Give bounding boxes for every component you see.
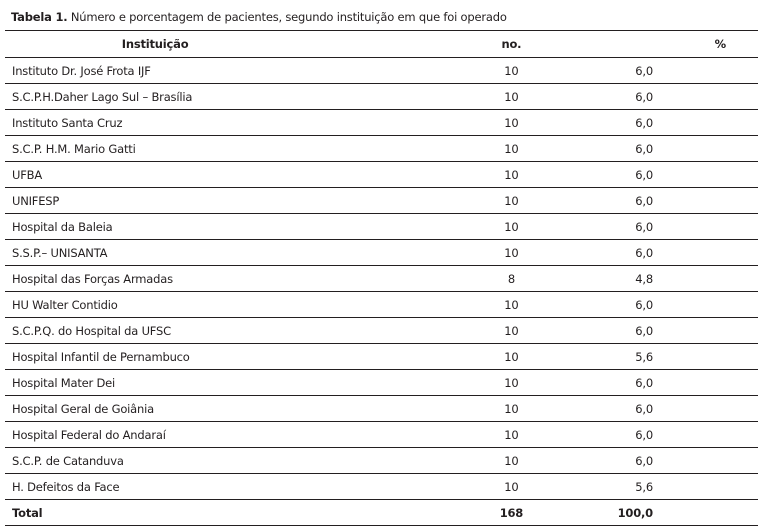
cell-percent: 5,6 — [618, 474, 758, 500]
cell-no: 10 — [405, 422, 617, 448]
total-percent: 100,0 — [618, 500, 758, 526]
cell-no: 10 — [405, 474, 617, 500]
cell-instituicao: UNIFESP — [5, 188, 405, 214]
header-percent: % — [618, 31, 758, 58]
cell-percent: 6,0 — [618, 162, 758, 188]
table-row — [5, 396, 758, 422]
cell-percent: 6,0 — [618, 370, 758, 396]
cell-no: 10 — [405, 370, 617, 396]
cell-instituicao: Hospital da Baleia — [5, 214, 405, 240]
table-row — [5, 448, 758, 474]
cell-instituicao: S.C.P.Q. do Hospital da UFSC — [5, 318, 405, 344]
table-caption — [11, 10, 507, 24]
cell-percent: 5,6 — [618, 344, 758, 370]
cell-percent: 6,0 — [618, 292, 758, 318]
cell-no: 10 — [405, 448, 617, 474]
table-row — [5, 370, 758, 396]
caption-text: Número e porcentagem de pacientes, segundo instituição em que foi operado — [67, 10, 507, 24]
cell-no: 10 — [405, 396, 617, 422]
cell-instituicao: Instituto Santa Cruz — [5, 110, 405, 136]
table-row — [5, 266, 758, 292]
cell-percent: 4,8 — [618, 266, 758, 292]
cell-no: 10 — [405, 214, 617, 240]
total-row — [5, 500, 758, 526]
table-row — [5, 474, 758, 500]
cell-percent: 6,0 — [618, 448, 758, 474]
cell-percent: 6,0 — [618, 84, 758, 110]
table-row — [5, 188, 758, 214]
cell-no: 10 — [405, 292, 617, 318]
cell-percent: 6,0 — [618, 396, 758, 422]
table-row — [5, 110, 758, 136]
header-no: no. — [405, 31, 617, 58]
cell-no: 10 — [405, 162, 617, 188]
cell-no: 10 — [405, 318, 617, 344]
cell-percent: 6,0 — [618, 110, 758, 136]
table-row — [5, 136, 758, 162]
cell-percent: 6,0 — [618, 58, 758, 84]
cell-instituicao: HU Walter Contidio — [5, 292, 405, 318]
table-row — [5, 84, 758, 110]
cell-instituicao: Hospital das Forças Armadas — [5, 266, 405, 292]
total-no: 168 — [405, 500, 617, 526]
table-row — [5, 240, 758, 266]
header-instituicao: Instituição — [5, 31, 405, 58]
table-row — [5, 162, 758, 188]
cell-no: 10 — [405, 344, 617, 370]
table-row — [5, 58, 758, 84]
table-row — [5, 214, 758, 240]
cell-no: 10 — [405, 58, 617, 84]
cell-no: 10 — [405, 136, 617, 162]
cell-instituicao: Hospital Geral de Goiânia — [5, 396, 405, 422]
cell-instituicao: UFBA — [5, 162, 405, 188]
cell-percent: 6,0 — [618, 422, 758, 448]
cell-percent: 6,0 — [618, 214, 758, 240]
patients-table — [5, 30, 758, 526]
header-row — [5, 31, 758, 58]
table-row — [5, 422, 758, 448]
cell-no: 10 — [405, 84, 617, 110]
cell-percent: 6,0 — [618, 188, 758, 214]
cell-instituicao: H. Defeitos da Face — [5, 474, 405, 500]
cell-no: 10 — [405, 240, 617, 266]
cell-instituicao: Hospital Mater Dei — [5, 370, 405, 396]
cell-instituicao: S.S.P.– UNISANTA — [5, 240, 405, 266]
cell-percent: 6,0 — [618, 136, 758, 162]
cell-instituicao: Hospital Infantil de Pernambuco — [5, 344, 405, 370]
cell-instituicao: Instituto Dr. José Frota IJF — [5, 58, 405, 84]
cell-no: 10 — [405, 110, 617, 136]
cell-instituicao: S.C.P. H.M. Mario Gatti — [5, 136, 405, 162]
table-row — [5, 344, 758, 370]
total-label: Total — [5, 500, 405, 526]
table-row — [5, 292, 758, 318]
caption-label: Tabela 1. — [11, 10, 68, 24]
cell-percent: 6,0 — [618, 318, 758, 344]
cell-no: 10 — [405, 188, 617, 214]
cell-no: 8 — [405, 266, 617, 292]
cell-instituicao: Hospital Federal do Andaraí — [5, 422, 405, 448]
cell-instituicao: S.C.P.H.Daher Lago Sul – Brasília — [5, 84, 405, 110]
cell-percent: 6,0 — [618, 240, 758, 266]
cell-instituicao: S.C.P. de Catanduva — [5, 448, 405, 474]
table-row — [5, 318, 758, 344]
